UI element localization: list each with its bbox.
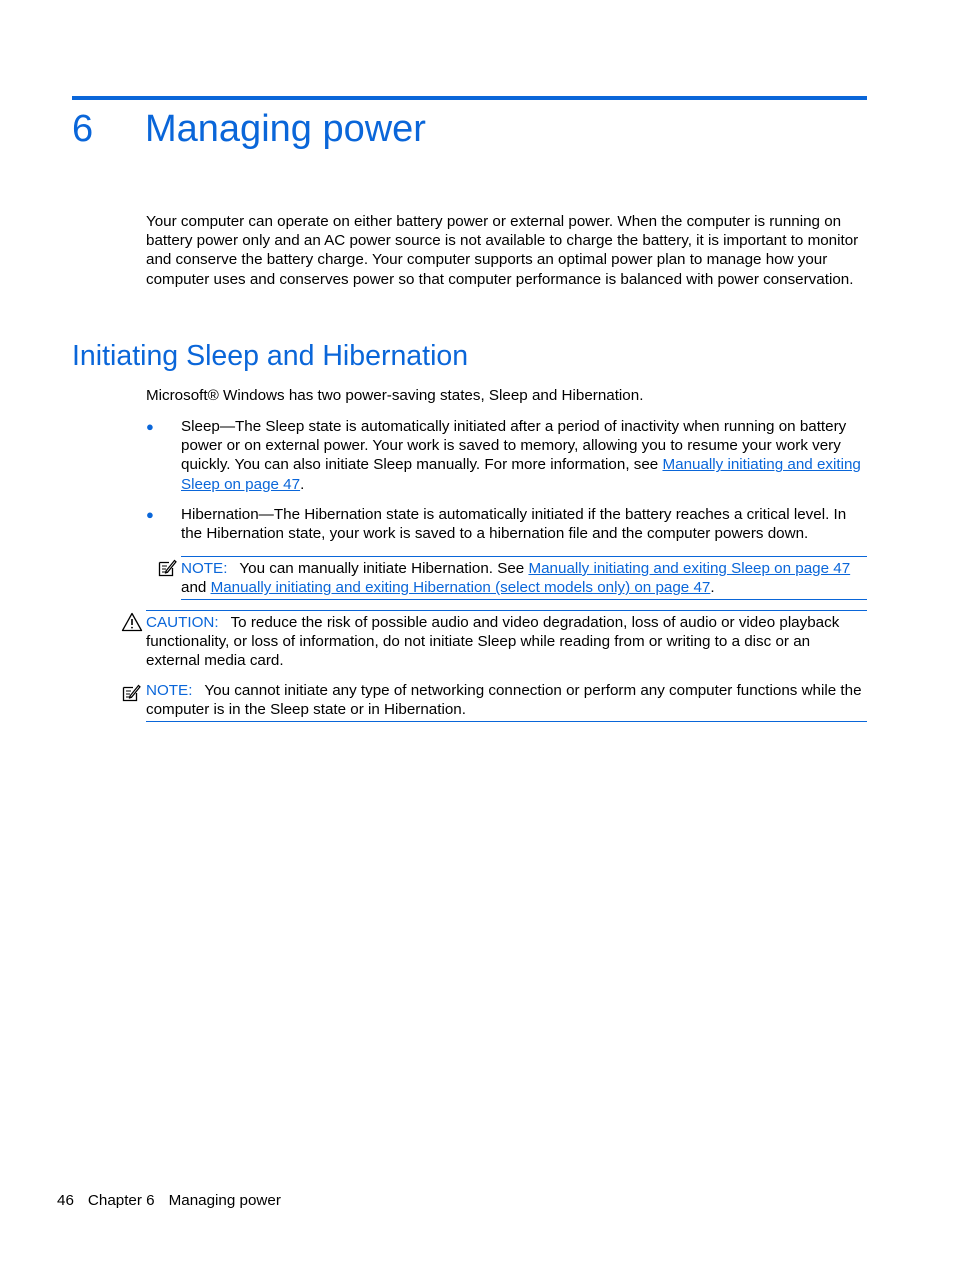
chapter-intro-paragraph: Your computer can operate on either battery power or external power. When the computer is running on battery power only and an AC power source is not available to charge the battery, it is important to monitor and conserve the battery charge. Your computer supports an optimal power plan to manage how your computer uses and conserves power so that computer performance is balanced with power conservation. bbox=[146, 213, 859, 288]
footer-chapter-title: Managing power bbox=[168, 1192, 281, 1209]
bullet-text-body: Sleep—The Sleep state is automatically initiated after a period of inactivity when running on battery power or on external power. Your work is saved to memory, allowing you to resume your work very quickly. You can also initiate Sleep manually. For more information, see bbox=[181, 418, 847, 474]
caution-label: CAUTION: bbox=[146, 614, 219, 631]
chapter-number: 6 bbox=[72, 108, 94, 150]
caution-box bbox=[146, 610, 867, 671]
bullet-marker: ● bbox=[146, 507, 154, 522]
note-box-networking bbox=[146, 680, 867, 722]
caution-body: To reduce the risk of possible audio and video degradation, loss of audio or video playback functionality, or loss of information, do not initiate Sleep while reading from or writing to a disc or an external media card. bbox=[146, 614, 840, 670]
note-label: NOTE: bbox=[181, 560, 228, 577]
section-heading: Initiating Sleep and Hibernation bbox=[72, 340, 469, 372]
sleep-page-link[interactable]: Manually initiating and exiting Sleep on page 47 bbox=[528, 560, 851, 577]
bullet-text: Hibernation—The Hibernation state is automatically initiated if the battery reaches a critical level. In the Hibernation state, your work is saved to a hibernation file and the computer powers down. bbox=[181, 506, 847, 543]
note-body: You can manually initiate Hibernation. See bbox=[239, 560, 529, 577]
note-box-hibernation bbox=[181, 556, 867, 600]
page-footer bbox=[57, 1191, 281, 1210]
bullet-text bbox=[181, 417, 869, 494]
bullet-text-end: . bbox=[300, 475, 305, 493]
chapter-rule bbox=[72, 96, 867, 100]
footer-chapter-label: Chapter 6 bbox=[87, 1192, 155, 1209]
warning-triangle-icon bbox=[121, 612, 143, 637]
note-pencil-icon bbox=[121, 683, 141, 708]
bullet-marker: ● bbox=[146, 419, 154, 434]
sleep-page-link[interactable]: Manually initiating and exiting Sleep on page 47 bbox=[181, 456, 861, 493]
note-text bbox=[181, 559, 867, 597]
page-number: 46 bbox=[57, 1192, 74, 1209]
note-connector: and bbox=[181, 579, 211, 597]
caution-text bbox=[146, 613, 867, 671]
chapter-title: Managing power bbox=[145, 108, 426, 150]
section-intro-paragraph: Microsoft® Windows has two power-saving states, Sleep and Hibernation. bbox=[146, 387, 644, 404]
note-body: You cannot initiate any type of networking connection or perform any computer functions while the computer is in the Sleep state or in Hibernation. bbox=[146, 682, 862, 719]
hibernation-page-link[interactable]: Manually initiating and exiting Hibernation (select models only) on page 47 bbox=[210, 579, 711, 597]
chapter-heading bbox=[72, 106, 426, 152]
note-end: . bbox=[710, 579, 715, 597]
note-text bbox=[146, 681, 867, 719]
note-pencil-icon bbox=[157, 558, 177, 583]
note-label: NOTE: bbox=[146, 682, 193, 699]
